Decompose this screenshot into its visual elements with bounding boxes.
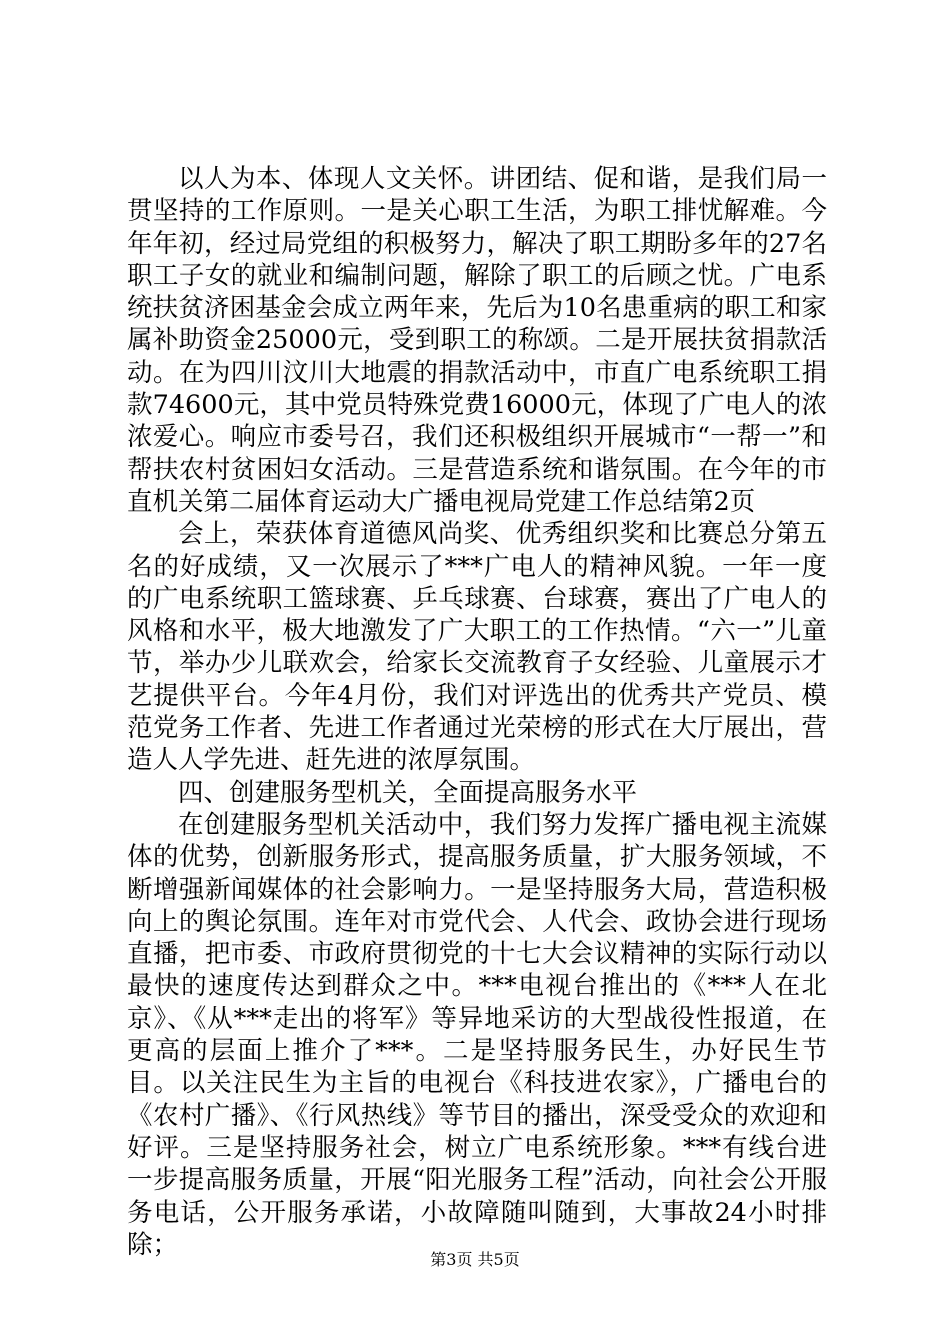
paragraph-sports-meet: 会上，荣获体育道德风尚奖、优秀组织奖和比赛总分第五名的好成绩，又一次展示了***广电人的精神风貌。一年一度的广电系统职工篮球赛、乒乓球赛、台球赛，赛出了广电人的风格和水平，极大地激发了广大职工的工作热情。“六一”儿童节，举办少儿联欢会，给家长交流教育子女经验、儿童展示才艺提供平台。今年4月份，我们对评选出的优秀共产党员、模范党务工作者、先进工作者通过光荣榜的形式在大厅展出，营造人人学先进、赶先进的浓厚氛围。 — [127, 519, 827, 776]
paragraph-service: 在创建服务型机关活动中，我们努力发挥广播电视主流媒体的优势，创新服务形式，提高服务质量，扩大服务领域，不断增强新闻媒体的社会影响力。一是坚持服务大局，营造积极向上的舆论氛围。连年对市党代会、人代会、政协会进行现场直播，把市委、市政府贯彻党的十七大会议精神的实际行动以最快的速度传达到群众之中。***电视台推出的《***人在北京》、《从***走出的将军》等异地采访的大型战役性报道，在更高的层面上推介了***。二是坚持服务民生，办好民生节目。以关注民生为主旨的电视台《科技进农家》，广播电台的《农村广播》、《行风热线》等节目的播出，深受受众的欢迎和好评。三是坚持服务社会，树立广电系统形象。***有线台进一步提高服务质量，开展“阳光服务工程”活动，向社会公开服务电话，公开服务承诺，小故障随叫随到，大事故24小时排除； — [127, 809, 827, 1260]
page-footer: 第3页 共5页 — [430, 1250, 520, 1269]
document-body — [127, 163, 827, 1261]
paragraph-caring: 以人为本、体现人文关怀。讲团结、促和谐，是我们局一贯坚持的工作原则。一是关心职工生活，为职工排忧解难。今年年初，经过局党组的积极努力，解决了职工期盼多年的27名职工子女的就业和编制问题，解除了职工的后顾之忧。广电系统扶贫济困基金会成立两年来，先后为10名患重病的职工和家属补助资金25000元，受到职工的称颂。二是开展扶贫捐款活动。在为四川汶川大地震的捐款活动中，市直广电系统职工捐款74600元，其中党员特殊党费16000元，体现了广电人的浓浓爱心。响应市委号召，我们还积极组织开展城市“一帮一”和帮扶农村贫困妇女活动。三是营造系统和谐氛围。在今年的市直机关第二届体育运动大广播电视局党建工作总结第2页 — [127, 164, 827, 517]
section-heading-service: 四、创建服务型机关，全面提高服务水平 — [178, 777, 638, 808]
